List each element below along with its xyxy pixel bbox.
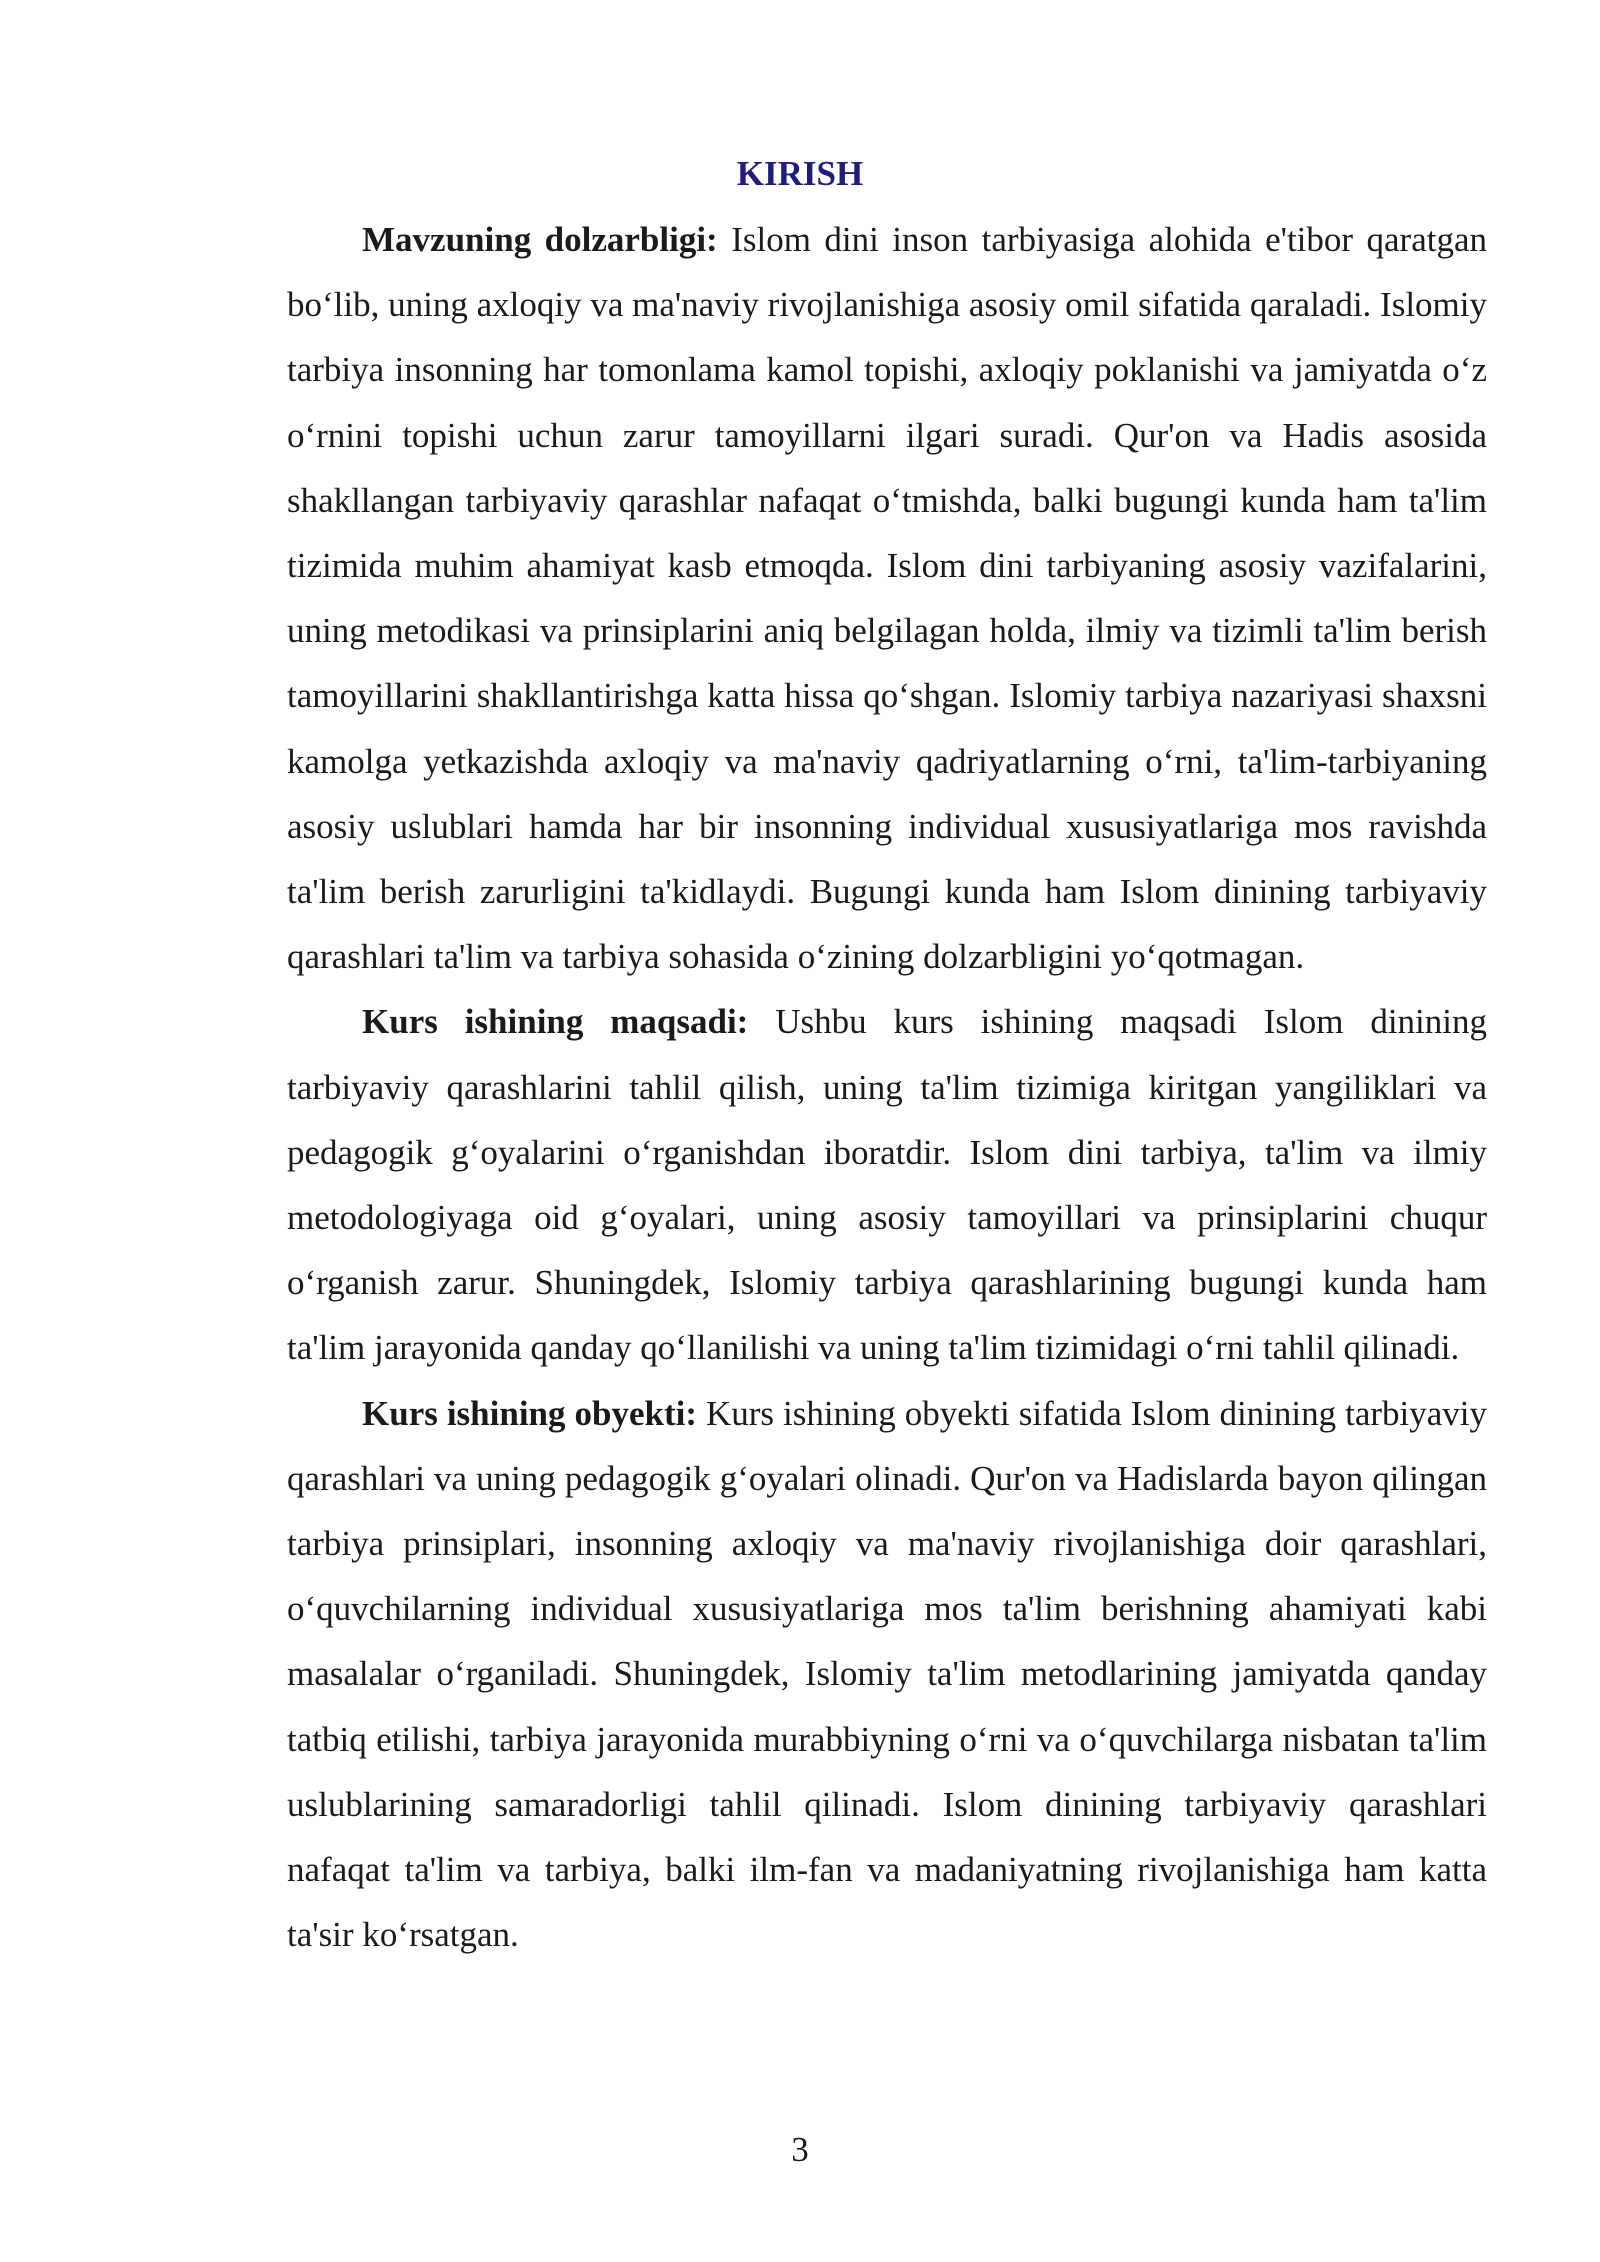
- paragraph-relevance: [287, 207, 1487, 989]
- paragraph-lead: Kurs ishining obyekti:: [362, 1393, 697, 1433]
- paragraph-object: [287, 1381, 1487, 1968]
- paragraph-lead: Mavzuning dolzarbligi:: [362, 220, 718, 259]
- body-text: [287, 207, 1487, 1967]
- page-number: 3: [791, 2130, 809, 2169]
- paragraph-goal: [287, 989, 1487, 1380]
- paragraph-text: Ushbu kurs ishining maqsadi Islom dinining tarbiyaviy qarashlarini tahlil qilish, uning ta'lim tizimiga kiritgan yangiliklari va pedagogik g‘oyalarini o‘rganishdan iboratdir. Islom dini tarbiya, ta'lim va ilmiy metodologiyaga oid g‘oyalari, uning asosiy tamoyillari va prinsiplarini chuqur o‘rganish zarur. Shuningdek, Islomiy tarbiya qarashlarining bugungi kunda ham ta'lim jarayonida qanday qo‘llanilishi va uning ta'lim tizimidagi o‘rni tahlil qilinadi.: [287, 1002, 1487, 1368]
- paragraph-text: Kurs ishining obyekti sifatida Islom dinining tarbiyaviy qarashlari va uning pedagogik g‘oyalari olinadi. Qur'on va Hadislarda bayon qilingan tarbiya prinsiplari, insonning axloqiy va ma'naviy rivojlanishiga doir qarashlari, o‘quvchilarning individual xususiyatlariga mos ta'lim berishning ahamiyati kabi masalalar o‘rganiladi. Shuningdek, Islomiy ta'lim metodlarining jamiyatda qanday tatbiq etilishi, tarbiya jarayonida murabbiyning o‘rni va o‘quvchilarga nisbatan ta'lim uslublarining samaradorligi tahlil qilinadi. Islom dinining tarbiyaviy qarashlari nafaqat ta'lim va tarbiya, balki ilm-fan va madaniyatning rivojlanishiga ham katta ta'sir ko‘rsatgan.: [287, 1393, 1487, 1955]
- paragraph-text: Islom dini inson tarbiyasiga alohida e'tibor qaratgan bo‘lib, uning axloqiy va ma'naviy rivojlanishiga asosiy omil sifatida qaraladi. Islomiy tarbiya insonning har tomonlama kamol topishi, axloqiy poklanishi va jamiyatda o‘z o‘rnini topishi uchun zarur tamoyillarni ilgari suradi. Qur'on va Hadis asosida shakllangan tarbiyaviy qarashlar nafaqat o‘tmishda, balki bugungi kunda ham ta'lim tizimida muhim ahamiyat kasb etmoqda. Islom dini tarbiyaning asosiy vazifalarini, uning metodikasi va prinsiplarini aniq belgilagan holda, ilmiy va tizimli ta'lim berish tamoyillarini shakllantirishga katta hissa qo‘shgan. Islomiy tarbiya nazariyasi shaxsni kamolga yetkazishda axloqiy va ma'naviy qadriyatlarning o‘rni, ta'lim-tarbiyaning asosiy uslublari hamda har bir insonning individual xususiyatlariga mos ravishda ta'lim berish zarurligini ta'kidlaydi. Bugungi kunda ham Islom dinining tarbiyaviy qarashlari ta'lim va tarbiya sohasida o‘zining dolzarbligini yo‘qotmagan.: [287, 220, 1488, 977]
- section-heading: KIRISH: [736, 154, 864, 193]
- paragraph-lead: Kurs ishining maqsadi:: [362, 1002, 749, 1042]
